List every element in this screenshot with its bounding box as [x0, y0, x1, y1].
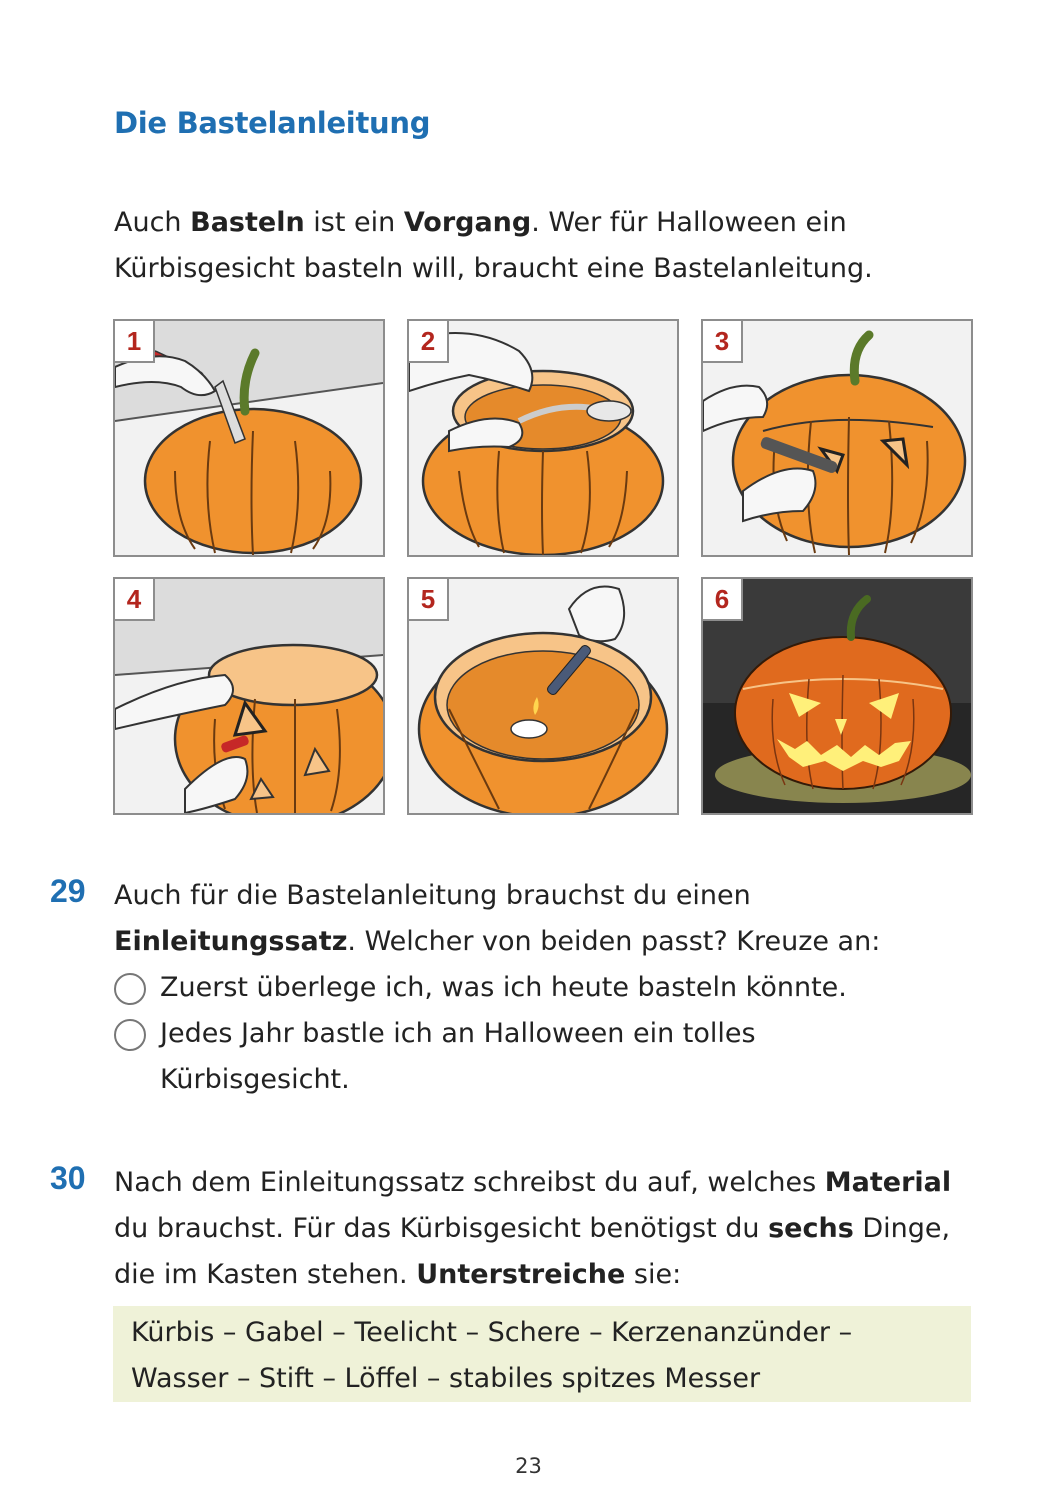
task-text: sie:: [625, 1259, 682, 1290]
step-panel-1: [113, 319, 385, 557]
answer-option-label: Jedes Jahr bastle ich an Halloween ein tolles Kürbisgesicht.: [160, 1018, 756, 1095]
answer-checkbox[interactable]: [114, 1019, 146, 1051]
step-number: 1: [115, 321, 155, 363]
step-panel-2: [407, 319, 679, 557]
task-bold-term: Einleitungssatz: [114, 926, 348, 957]
material-box: [113, 1306, 971, 1402]
pumpkin-cutting-illustration: [115, 579, 383, 813]
jack-o-lantern-illustration: [703, 579, 971, 813]
step-panel-3: [701, 319, 973, 557]
instruction-illustration-grid: [113, 319, 973, 817]
intro-bold-vorgang: Vorgang: [403, 207, 532, 238]
task-30: [50, 1160, 980, 1300]
task-number: 29: [50, 873, 86, 909]
task-text: Dinge, die im Kasten stehen.: [114, 1213, 951, 1290]
task-text: du brauchst. Für das Kürbisgesicht benötigst du: [114, 1213, 769, 1244]
section-heading: Die Bastelanleitung: [114, 106, 431, 140]
answer-option-label: Zuerst überlege ich, was ich heute basteln könnte.: [160, 972, 847, 1003]
material-line-2[interactable]: Wasser – Stift – Löffel – stabiles spitzes Messer: [131, 1363, 761, 1394]
step-number: 3: [703, 321, 743, 363]
answer-checkbox[interactable]: [114, 973, 146, 1005]
task-text: Nach dem Einleitungssatz schreibst du auf, welches: [114, 1167, 825, 1198]
task-bold-term: sechs: [768, 1213, 854, 1244]
task-text: . Welcher von beiden passt? Kreuze an:: [347, 926, 881, 957]
step-panel-5: [407, 577, 679, 815]
page-number: 23: [515, 1454, 542, 1478]
pumpkin-drawing-illustration: [703, 321, 971, 555]
task-instruction: [114, 873, 964, 965]
step-number: 4: [115, 579, 155, 621]
task-number: 30: [50, 1160, 86, 1196]
intro-text: ist ein: [304, 207, 404, 238]
intro-text: Auch: [114, 207, 191, 238]
task-bold-term: Material: [824, 1167, 952, 1198]
step-number: 5: [409, 579, 449, 621]
step-panel-6: [701, 577, 973, 815]
task-29: [50, 873, 980, 1093]
task-bold-term: Unterstreiche: [416, 1259, 626, 1290]
pumpkin-tealight-illustration: [409, 579, 677, 813]
task-text: Auch für die Bastelanleitung brauchst du einen: [114, 880, 751, 911]
step-panel-4: [113, 577, 385, 815]
material-line-1[interactable]: Kürbis – Gabel – Teelicht – Schere – Kerzenanzünder –: [131, 1317, 853, 1348]
material-list[interactable]: [131, 1310, 961, 1402]
task-instruction: [114, 1160, 964, 1298]
step-number: 6: [703, 579, 743, 621]
pumpkin-spoon-illustration: [409, 321, 677, 555]
intro-paragraph: [114, 200, 974, 292]
intro-text: . Wer für Halloween ein Kürbisgesicht basteln will, braucht eine Bastelanleitung.: [114, 207, 873, 284]
pumpkin-knife-illustration: [115, 321, 383, 555]
intro-bold-basteln: Basteln: [190, 207, 305, 238]
step-number: 2: [409, 321, 449, 363]
